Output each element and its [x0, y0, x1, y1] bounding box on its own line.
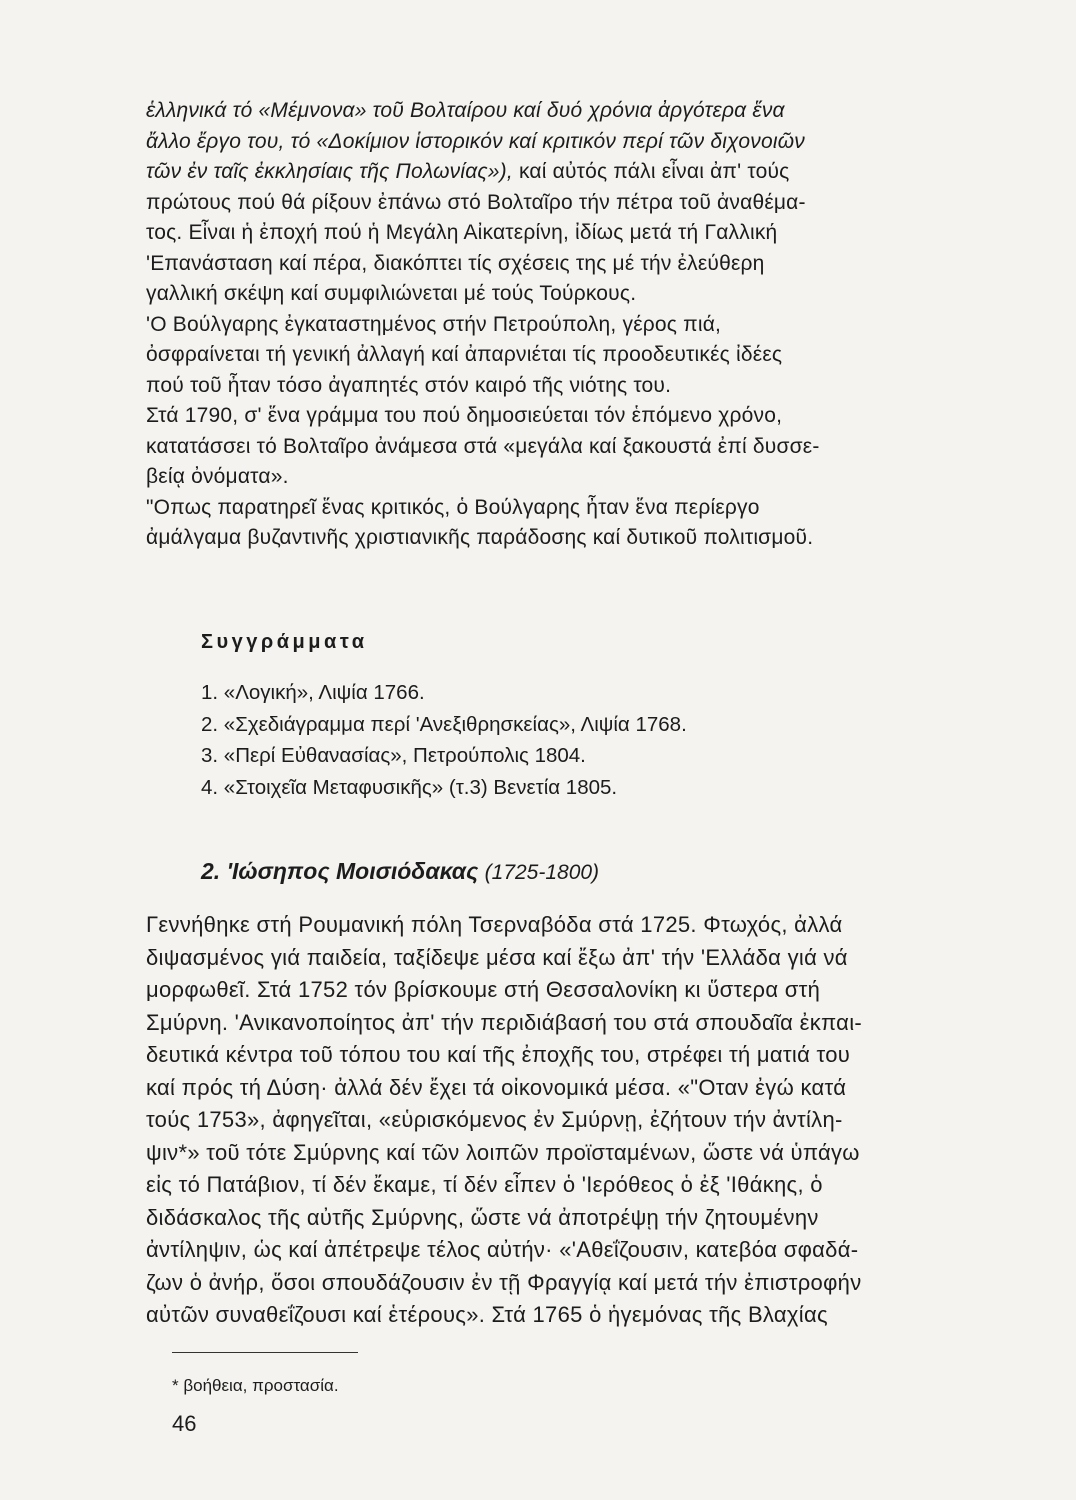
- list-item: 4. «Στοιχεῖα Μεταφυσικῆς» (τ.3) Βενετία 1805.: [201, 775, 618, 799]
- text-line: Γεννήθηκε στή Ρουμανική πόλη Τσερναβόδα στά 1725. Φτωχός, ἀλλά: [146, 912, 843, 937]
- text-line: πρώτους πού θά ρίξουν ἐπάνω στό Βολταῖρο τήν πέτρα τοῦ ἀναθέμα-: [146, 190, 806, 214]
- text-line: δευτικά κέντρα τοῦ τόπου του καί τῆς ἐποχῆς του, στρέφει τή ματιά του: [146, 1042, 851, 1067]
- list-item: 3. «Περί Εὐθανασίας», Πετρούπολις 1804.: [201, 744, 586, 767]
- section-title-name: 2. 'Ιώσηπος Μοισιόδακας: [201, 858, 479, 884]
- text-line: εἰς τό Πατάβιον, τί δέν ἔκαμε, τί δέν εἶπεν ὁ 'Ιερόθεος ὁ ἐξ 'Ιθάκης, ὁ: [146, 1172, 823, 1197]
- body-paragraph: [146, 909, 1006, 1332]
- list-item: 1. «Λογική», Λιψία 1766.: [201, 681, 425, 704]
- text-line: ὀσφραίνεται τή γενική ἀλλαγή καί ἀπαρνιέται τίς προοδευτικές ἰδέες: [146, 343, 783, 366]
- text-line: κατατάσσει τό Βολταῖρο ἀνάμεσα στά «μεγάλα καί ξακουστά ἐπί δυσσε-: [146, 434, 820, 458]
- footnote: * βοήθεια, προστασία.: [172, 1376, 339, 1395]
- text-line: διψασμένος γιά παιδεία, ταξίδεψε μέσα καί ἔξω ἀπ' τήν 'Ελλάδα γιά νά: [146, 944, 848, 970]
- text-line: 'Επανάσταση καί πέρα, διακόπτει τίς σχέσεις της μέ τήν ἐλεύθερη: [146, 251, 765, 275]
- text-line: Σμύρνη. 'Ανικανοποίητος ἀπ' τήν περιδιάβασή του στά σπουδαῖα ἐκπαι-: [146, 1009, 863, 1035]
- text-line: τούς 1753», ἀφηγεῖται, «εὑρισκόμενος ἐν Σμύρνῃ, ἐζήτουν τήν ἀντίλη-: [146, 1107, 843, 1132]
- text-line: καί πρός τή Δύση· ἀλλά δέν ἔχει τά οἰκονομικά μέσα. «"Οταν ἐγώ κατά: [146, 1074, 847, 1100]
- text-line: ἑλληνικά τό «Μέμνονα» τοῦ Βολταίρου καί δυό χρόνια ἀργότερα ἕνα: [146, 99, 785, 122]
- intro-paragraphs: [146, 96, 1006, 554]
- works-heading: Συγγράμματα: [201, 631, 368, 653]
- text-line: τος. Εἶναι ἡ ἐποχή πού ἡ Μεγάλη Αἰκατερίνη, ἰδίως μετά τή Γαλλική: [146, 221, 778, 244]
- page-number: 46: [172, 1411, 197, 1436]
- footnote-divider: [172, 1352, 358, 1353]
- text-line: τῶν ἐν ταῖς ἐκκλησίαις τῆς Πολωνίας»), καί αὐτός πάλι εἶναι ἀπ' τούς: [146, 160, 790, 183]
- text-line: ψιν*» τοῦ τότε Σμύρνης καί τῶν λοιπῶν προϊσταμένων, ὥστε νά ὑπάγω: [146, 1139, 860, 1165]
- text-line: ἄλλο ἔργο του, τό «Δοκίμιον ἱστορικόν καί κριτικόν περί τῶν διχονοιῶν: [146, 129, 805, 153]
- text-line: "Οπως παρατηρεῖ ἕνας κριτικός, ὁ Βούλγαρης ἦταν ἕνα περίεργο: [146, 495, 760, 519]
- text-line: αὐτῶν συναθεΐζουσι καί ἑτέρους». Στά 1765 ὁ ἡγεμόνας τῆς Βλαχίας: [146, 1302, 828, 1327]
- text-line: ἀμάλγαμα βυζαντινῆς χριστιανικῆς παράδοσης καί δυτικοῦ πολιτισμοῦ.: [146, 526, 814, 549]
- works-list: [201, 677, 687, 803]
- section-title: [201, 858, 599, 885]
- text-line: Στά 1790, σ' ἕνα γράμμα του πού δημοσιεύεται τόν ἑπόμενο χρόνο,: [146, 404, 783, 427]
- text-line: διδάσκαλος τῆς αὐτῆς Σμύρνης, ὥστε νά ἀποτρέψῃ τήν ζητουμένην: [146, 1204, 819, 1230]
- text-line: 'Ο Βούλγαρης ἐγκαταστημένος στήν Πετρούπολη, γέρος πιά,: [146, 312, 722, 336]
- text-line: μορφωθεῖ. Στά 1752 τόν βρίσκουμε στή Θεσσαλονίκη κι ὕστερα στή: [146, 977, 821, 1002]
- text-line: ἀντίληψιν, ὡς καί ἀπέτρεψε τέλος αὐτήν· «'Αθεΐζουσιν, κατεβόα σφαδά-: [146, 1237, 859, 1262]
- text-line: γαλλική σκέψη καί συμφιλιώνεται μέ τούς Τούρκους.: [146, 282, 637, 305]
- text-line: βείᾳ ὀνόματα».: [146, 465, 289, 488]
- section-title-dates: (1725-1800): [484, 861, 600, 884]
- list-item: 2. «Σχεδιάγραμμα περί 'Ανεξιθρησκείας», Λιψία 1768.: [201, 712, 687, 736]
- text-line: ζων ὁ ἀνήρ, ὅσοι σπουδάζουσιν ἐν τῇ Φραγγίᾳ καί μετά τήν ἐπιστροφήν: [146, 1269, 862, 1295]
- text-line: πού τοῦ ἦταν τόσο ἀγαπητές στόν καιρό τῆς νιότης του.: [146, 373, 672, 397]
